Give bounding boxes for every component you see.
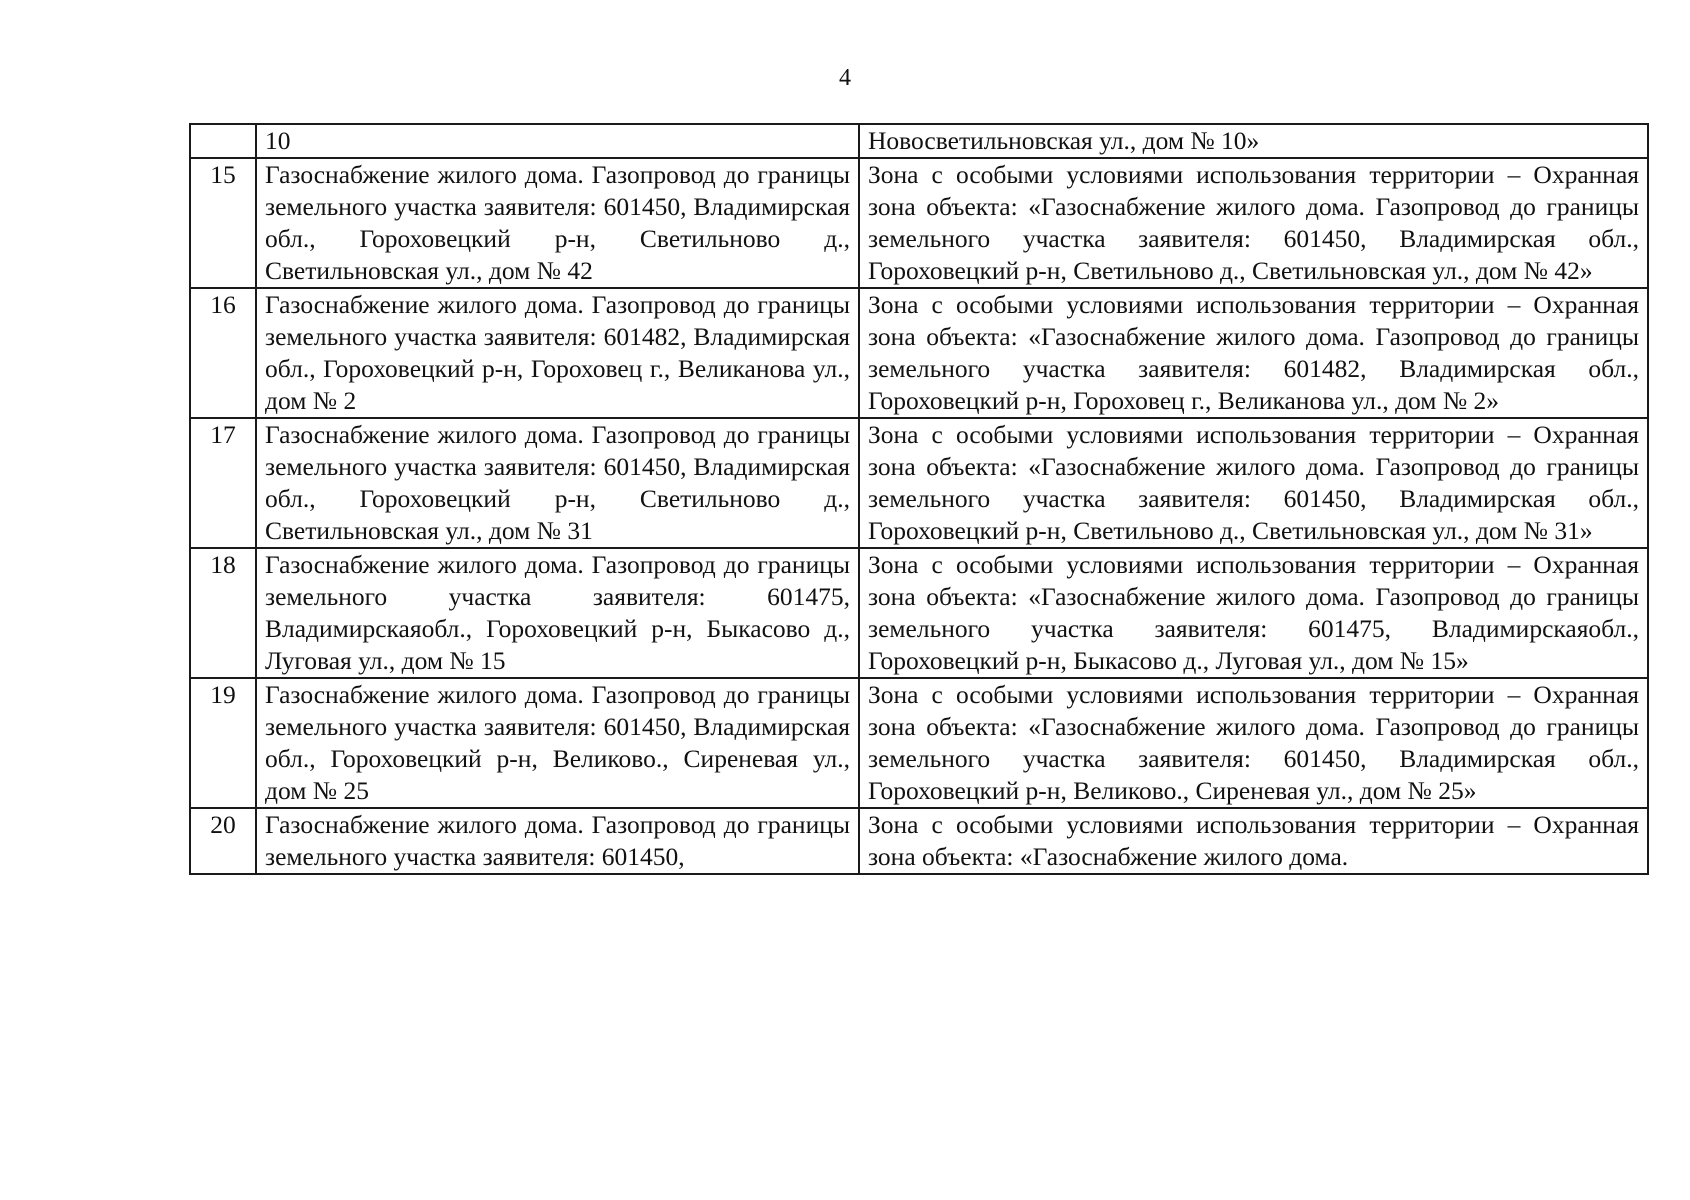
- object-name-cell: Газоснабжение жилого дома. Газопровод до границы земельного участка заявителя: 601482, Владимирская обл., Гороховецкий р-н, Гороховец г., Великанова ул., дом № 2: [256, 288, 859, 418]
- zone-description-cell: Зона с особыми условиями использования территории – Охранная зона объекта: «Газоснабжение жилого дома. Газопровод до границы земельного участка заявителя: 601450, Владимирская обл., Гороховецкий р-н, Светильново д., Светильновская ул., дом № 42»: [859, 158, 1648, 288]
- object-name-cell: Газоснабжение жилого дома. Газопровод до границы земельного участка заявителя: 601450, Владимирская обл., Гороховецкий р-н, Светильново д., Светильновская ул., дом № 31: [256, 418, 859, 548]
- object-name-text: Газоснабжение жилого дома. Газопровод до границы земельного участка заявителя: 601450,: [265, 810, 850, 871]
- row-number: 17: [190, 418, 256, 548]
- table-row: [190, 158, 1648, 288]
- row-number: 18: [190, 548, 256, 678]
- page-number: 4: [839, 65, 851, 91]
- zone-description-cell: Зона с особыми условиями использования территории – Охранная зона объекта: «Газоснабжение жилого дома. Газопровод до границы земельного участка заявителя: 601450, Владимирская обл., Гороховецкий р-н, Светильново д., Светильновская ул., дом № 31»: [859, 418, 1648, 548]
- table-row: [190, 124, 1648, 158]
- table-row: [190, 288, 1648, 418]
- object-name-cell: 10: [256, 124, 859, 158]
- object-name-cell: Газоснабжение жилого дома. Газопровод до границы земельного участка заявителя: 601475, Владимирскаяобл., Гороховецкий р-н, Быкасово д., Луговая ул., дом № 15: [256, 548, 859, 678]
- zone-description-cell: [859, 808, 1648, 874]
- row-number: 15: [190, 158, 256, 288]
- table-row: [190, 548, 1648, 678]
- object-name-cell: [256, 808, 859, 874]
- zone-description-text: Зона с особыми условиями использования территории – Охранная зона объекта: «Газоснабжение жилого дома.: [868, 810, 1639, 871]
- row-number: [190, 124, 256, 158]
- row-number: 19: [190, 678, 256, 808]
- table-row: [190, 808, 1648, 874]
- row-number: 20: [190, 808, 256, 874]
- object-name-cell: Газоснабжение жилого дома. Газопровод до границы земельного участка заявителя: 601450, Владимирская обл., Гороховецкий р-н, Великово., Сиреневая ул., дом № 25: [256, 678, 859, 808]
- zone-description-cell: Зона с особыми условиями использования территории – Охранная зона объекта: «Газоснабжение жилого дома. Газопровод до границы земельного участка заявителя: 601482, Владимирская обл., Гороховецкий р-н, Гороховец г., Великанова ул., дом № 2»: [859, 288, 1648, 418]
- object-name-cell: Газоснабжение жилого дома. Газопровод до границы земельного участка заявителя: 601450, Владимирская обл., Гороховецкий р-н, Светильново д., Светильновская ул., дом № 42: [256, 158, 859, 288]
- table-row: [190, 678, 1648, 808]
- zone-description-cell: Зона с особыми условиями использования территории – Охранная зона объекта: «Газоснабжение жилого дома. Газопровод до границы земельного участка заявителя: 601450, Владимирская обл., Гороховецкий р-н, Великово., Сиреневая ул., дом № 25»: [859, 678, 1648, 808]
- row-number: 16: [190, 288, 256, 418]
- table-row: [190, 418, 1648, 548]
- zone-description-cell: Зона с особыми условиями использования территории – Охранная зона объекта: «Газоснабжение жилого дома. Газопровод до границы земельного участка заявителя: 601475, Владимирскаяобл., Гороховецкий р-н, Быкасово д., Луговая ул., дом № 15»: [859, 548, 1648, 678]
- zone-description-cell: Новосветильновская ул., дом № 10»: [859, 124, 1648, 158]
- zones-table: [189, 123, 1649, 875]
